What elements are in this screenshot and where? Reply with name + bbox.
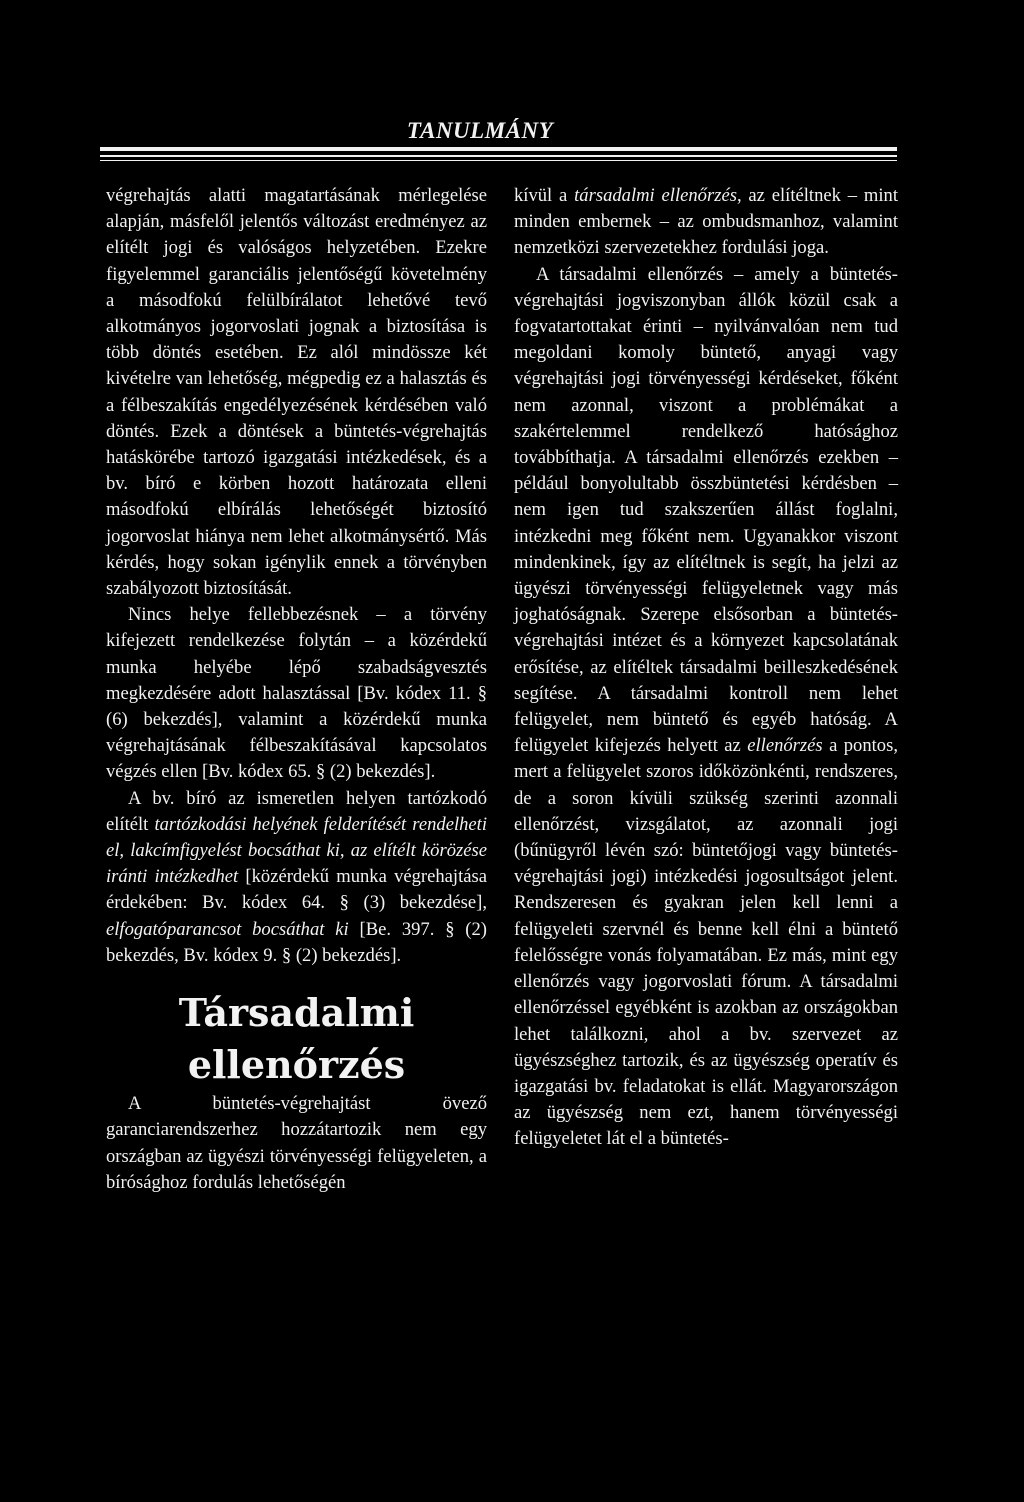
italic-text-run: ellenőrzés bbox=[747, 735, 823, 757]
header-rule-thick bbox=[100, 147, 897, 151]
paragraph bbox=[514, 262, 898, 1153]
right-column bbox=[514, 183, 898, 1153]
paragraph: A büntetés-végrehajtást övező garanciarendszerhez hozzátartozik nem egy országban az ügyészi törvényességi felügyeleten, a bírósághoz fordulás lehetőségén bbox=[106, 1093, 487, 1193]
text-run: [közérdekű munka végrehajtása érdekében: Bv. kódex 64. § (3) bekezdése], bbox=[106, 866, 487, 914]
text-run: , az elítéltnek – mint minden embernek – az ombudsmanhoz, valamint nemzetközi szervezetekhez fordulási joga. bbox=[514, 185, 898, 259]
paragraph bbox=[106, 786, 487, 969]
header-rule-thin bbox=[100, 160, 897, 161]
text-run: A bv. bíró az ismeretlen helyen tartózkodó elítélt bbox=[106, 787, 487, 835]
text-run: A társadalmi ellenőrzés – amely a büntetés-végrehajtási jogviszonyban állók közül csak a fogvatartottakat érinti – nyilvánvalóan nem tud megoldani komoly büntető, anyagi vagy végrehajtási jogi törvényességi kérdéseket, főként nem azonnal, viszont a problémákat a szakértelemmel rendelkező hatósághoz továbbíthatja. A társadalmi ellenőrzés ezekben – például bonyolultabb összbüntetési kérdésben – nem igen tud szakszerűen állást foglalni, intézkedni meg főként nem. Ugyanakkor viszont mindenkinek, így az elítéltnek is segít, ha jelzi az ügyészi törvényességi felügyeletnek vagy más joghatóságnak. Szerepe elsősorban a büntetés-végrehajtási intézet és a környezet kapcsolatának erősítése, az elítéltek társadalmi beilleszkedésének segítése. A társadalmi kontroll nem lehet felügyelet, nem büntető és egyéb hatóság. A felügyelet kifejezés helyett az bbox=[514, 263, 898, 757]
section-title bbox=[106, 987, 487, 1091]
paragraph bbox=[514, 183, 898, 262]
italic-text-run: társadalmi ellenőrzés bbox=[574, 185, 737, 206]
text-run: a pontos, mert a felügyelet szoros időközönkénti, rendszeres, de a soron kívüli szükség szerinti azonnali ellenőrzést, vizsgálatot, az azonnali jogi (bűnügyről lévén szó: büntetőjogi vagy büntetés-végrehajtási jogi) intézkedési jogosultságot jelent. Rendszeresen és gyakran jelen kell lenni a felügyeleti szervnél és benne kell élni a büntető felelősségre vonás folyamatában. Ez más, mint egy ellenőrzés vagy jogorvoslati fórum. A társadalmi ellenőrzéssel egyébként is azokban az országokban lehet találkozni, ahol a bv. szervezet az ügyészséghez tartozik, és az ügyészség operatív és igazgatási bv. feladatokat is ellát. Magyarországon az ügyészség nem ezt, hanem törvényességi felügyeletet lát el a büntetés- bbox=[514, 735, 898, 1150]
italic-text-run: tartózkodási helyének felderítését rendelheti el, lakcímfigyelést bocsáthat ki, az elítélt körözése iránti intézkedhet bbox=[106, 813, 487, 888]
section-title-line: ellenőrzés bbox=[187, 1042, 406, 1088]
text-run: kívül a bbox=[514, 185, 575, 206]
paragraph: végrehajtás alatti magatartásának mérlegelése alapján, másfelől jelentős változást eredményez az elítélt jogi és valóságos helyzetében. Ezekre figyelemmel garanciális jelentőségű követelmény a másodfokú felülbírálatot lehetővé tevő alkotmányos jogorvoslati jognak a biztosítása is több döntés esetében. Ez alól mindössze két kivételre van lehetőség, mégpedig ez a halasztás és a félbeszakítás engedélyezésének kérdésében való döntés. Ezek a döntések a büntetés-végrehajtás hatáskörébe tartozó igazgatási intézkedések, és a bv. bíró e körben hozott határozata elleni másodfokú elbírálás lehetőségét biztosító jogorvoslat hiánya nem lehet alkotmánysértő. Más kérdés, hogy sokan igénylik ennek a törvényben szabályozott biztosítását. bbox=[106, 185, 487, 600]
section-title-line: Társadalmi bbox=[178, 990, 415, 1036]
left-column bbox=[106, 183, 487, 1196]
text-run: [Be. 397. § (2) bekezdés, Bv. kódex 9. § (2) bekezdés]. bbox=[106, 918, 487, 966]
header-rule-medium bbox=[100, 155, 897, 157]
section-header-title: TANULMÁNY bbox=[406, 118, 554, 143]
page-header bbox=[0, 118, 1024, 143]
italic-text-run: elfogatóparancsot bocsáthat ki bbox=[106, 918, 349, 940]
paragraph: Nincs helye fellebbezésnek – a törvény kifejezett rendelkezése folytán – a közérdekű munka helyébe lépő szabadságvesztés megkezdésére adott halasztással [Bv. kódex 11. § (6) bekezdés], valamint a közérdekű munka végrehajtásának félbeszakításával kapcsolatos végzés ellen [Bv. kódex 65. § (2) bekezdés]. bbox=[106, 604, 487, 783]
